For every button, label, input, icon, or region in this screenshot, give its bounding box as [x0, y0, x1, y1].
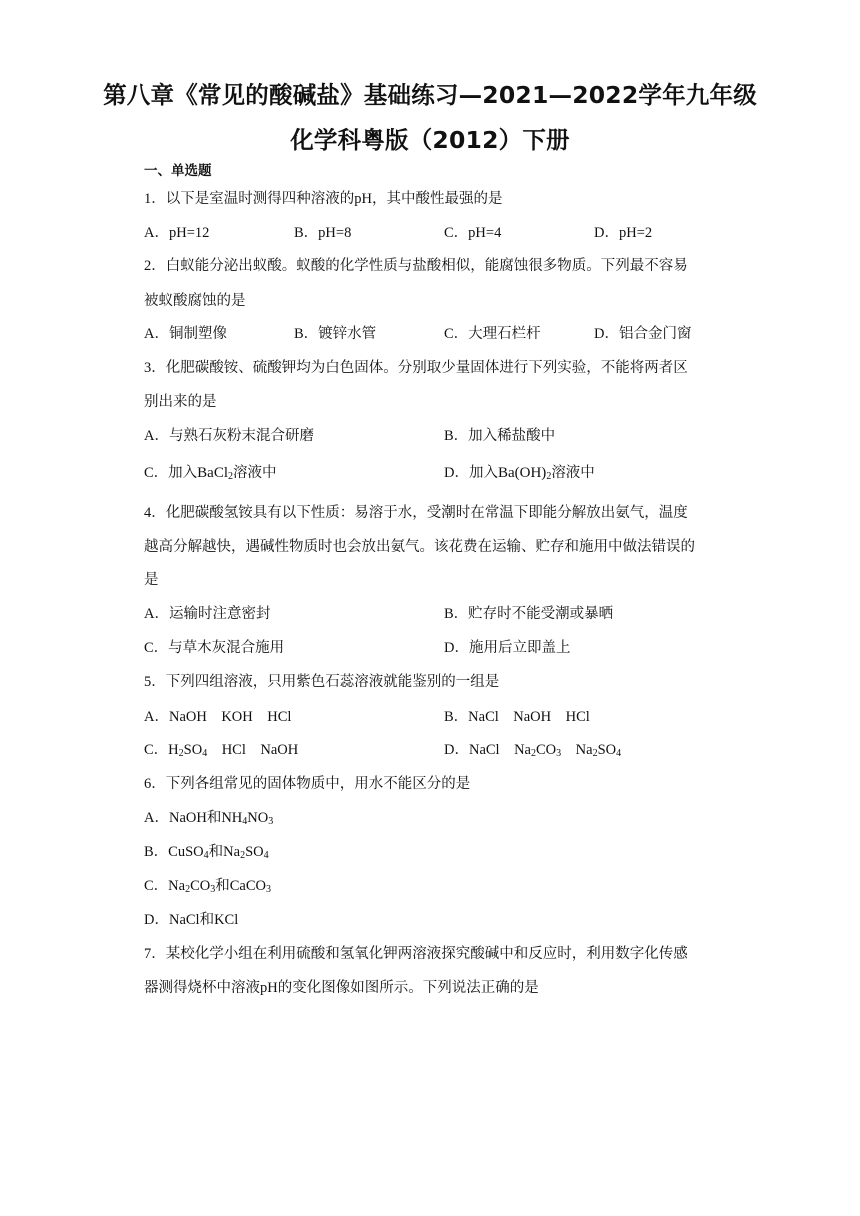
question-4-stem-line-1: 4．化肥碳酸氢铵具有以下性质：易溶于水，受潮时在常温下即能分解放出氨气，温度 — [144, 505, 688, 521]
question-4-option-a: A．运输时注意密封 — [144, 606, 271, 622]
question-3-option-c: C．加入BaCl$_2$溶液中 — [144, 465, 277, 482]
question-1-option-b: B．pH=8 — [294, 225, 352, 241]
question-2-stem-line-1: 2．白蚁能分泌出蚁酸。蚁酸的化学性质与盐酸相似，能腐蚀很多物质。下列最不容易 — [144, 258, 688, 274]
question-4-stem-line-2: 越高分解越快，遇碱性物质时也会放出氨气。该花费在运输、贮存和施用中做法错误的 — [144, 539, 695, 555]
question-5-option-a: A．NaOH KOH HCl — [144, 709, 292, 725]
question-2-option-c: C．大理石栏杆 — [444, 326, 541, 342]
question-2-option-a: A．铜制塑像 — [144, 326, 227, 342]
question-3-option-b: B．加入稀盐酸中 — [444, 428, 556, 444]
question-6-option-a: A．NaOH和$NH_4NO_3$ — [144, 810, 274, 827]
question-4-option-d: D．施用后立即盖上 — [444, 640, 571, 656]
question-5-stem: 5．下列四组溶液，只用紫色石蕊溶液就能鉴别的一组是 — [144, 674, 500, 690]
document-title-line-2: 化学科粤版（2012）下册 — [290, 126, 570, 154]
section-heading: 一、单选题 — [144, 163, 212, 179]
question-1-stem: 1．以下是室温时测得四种溶液的pH，其中酸性最强的是 — [144, 191, 503, 207]
question-5-option-d: D．NaCl $Na_2CO_3$ $Na_2SO_4$ — [444, 742, 622, 759]
question-4-stem-line-3: 是 — [144, 572, 159, 588]
question-6-option-b: B．CuSO$_4$和$Na_2SO_4$ — [144, 844, 269, 861]
question-1-option-d: D．pH=2 — [594, 225, 653, 241]
question-6-option-c: C．$Na_2CO_3$和CaCO$_3$ — [144, 878, 271, 895]
question-2-option-d: D．铝合金门窗 — [594, 326, 692, 342]
question-3-option-a: A．与熟石灰粉末混合研磨 — [144, 428, 314, 444]
document-title-line-1: 第八章《常见的酸碱盐》基础练习—2021—2022学年九年级 — [103, 81, 757, 109]
question-7-stem-line-2: 器测得烧杯中溶液pH的变化图像如图所示。下列说法正确的是 — [144, 980, 539, 996]
question-2-option-b: B．镀锌水管 — [294, 326, 377, 342]
question-6-option-d: D．NaCl和KCl — [144, 912, 239, 928]
question-5-option-c: C．$H_2SO_4$ HCl NaOH — [144, 742, 299, 759]
question-4-option-c: C．与草木灰混合施用 — [144, 640, 285, 656]
question-1-option-c: C．pH=4 — [444, 225, 502, 241]
question-7-stem-line-1: 7．某校化学小组在利用硫酸和氢氧化钾两溶液探究酸碱中和反应时，利用数字化传感 — [144, 946, 688, 962]
question-1-option-a: A．pH=12 — [144, 225, 210, 241]
question-3-stem-line-1: 3．化肥碳酸铵、硫酸钾均为白色固体。分别取少量固体进行下列实验，不能将两者区 — [144, 360, 688, 376]
question-5-option-b: B．NaCl NaOH HCl — [444, 709, 590, 725]
question-3-option-d: D．加入$Ba(OH)_2$溶液中 — [444, 465, 595, 482]
question-6-stem: 6．下列各组常见的固体物质中，用水不能区分的是 — [144, 776, 471, 792]
question-4-option-b: B．贮存时不能受潮或暴晒 — [444, 606, 614, 622]
question-2-stem-line-2: 被蚁酸腐蚀的是 — [144, 293, 246, 309]
question-3-stem-line-2: 别出来的是 — [144, 394, 217, 410]
